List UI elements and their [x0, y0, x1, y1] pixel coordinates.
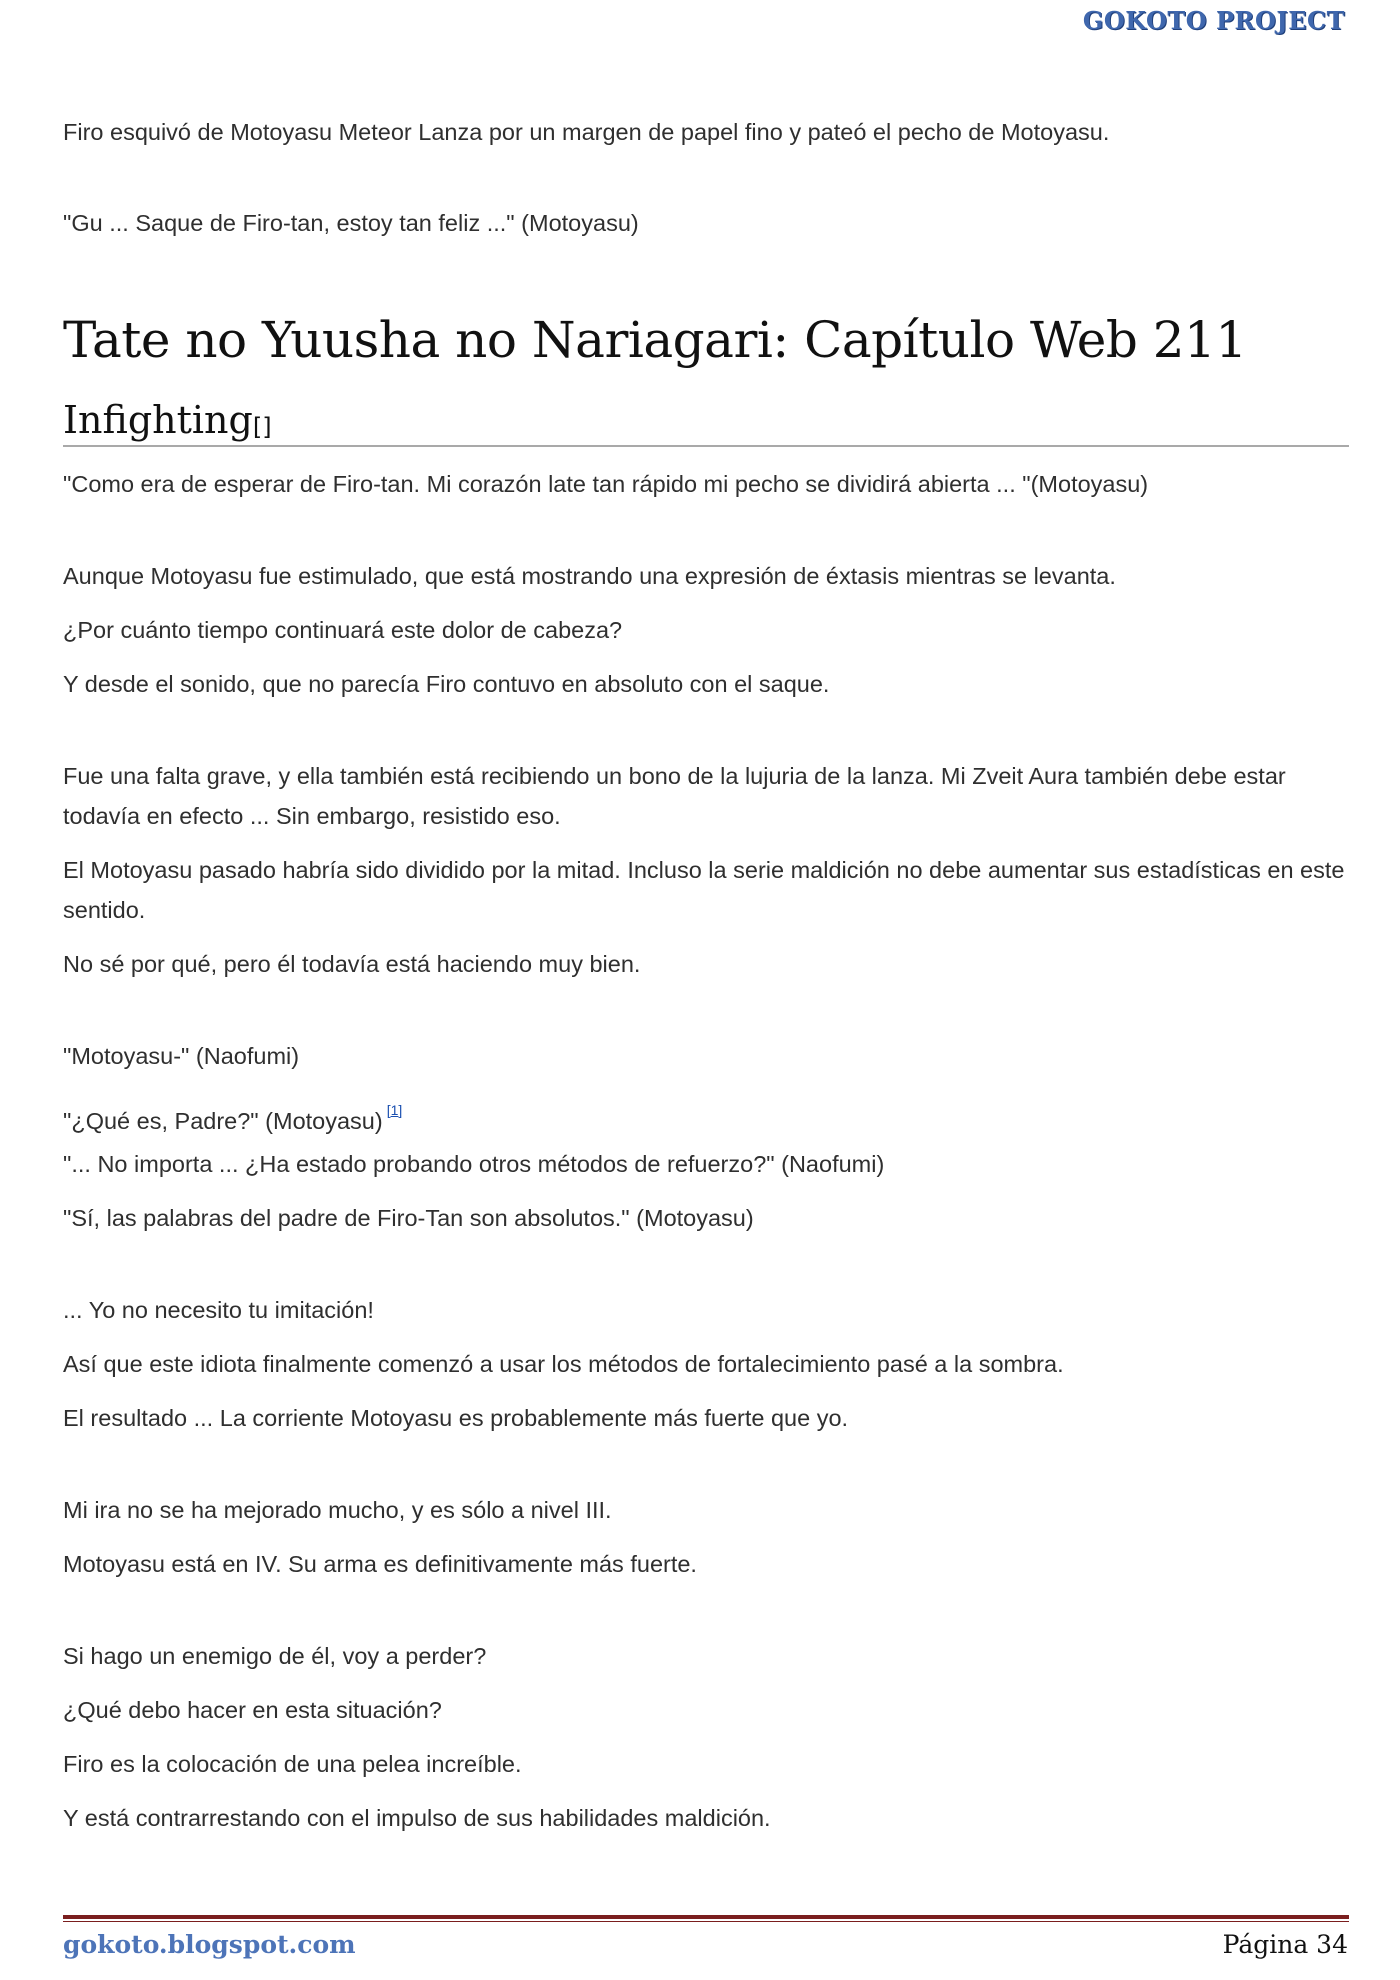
footer-site-link[interactable]: gokoto.blogspot.com: [63, 1930, 356, 1959]
paragraph: Motoyasu está en IV. Su arma es definitivamente más fuerte.: [63, 1551, 697, 1577]
footnote-link[interactable]: [1]: [386, 1102, 403, 1118]
paragraph: ¿Qué debo hacer en esta situación?: [63, 1697, 442, 1723]
paragraph: Firo es la colocación de una pelea increíble.: [63, 1751, 522, 1777]
footer-divider: [63, 1915, 1349, 1919]
paragraph: No sé por qué, pero él todavía está haciendo muy bien.: [63, 951, 641, 977]
paragraph: ... Yo no necesito tu imitación!: [63, 1297, 374, 1323]
paragraph: Mi ira no se ha mejorado mucho, y es sólo a nivel III.: [63, 1497, 612, 1523]
paragraph: "Sí, las palabras del padre de Firo-Tan son absolutos." (Motoyasu): [63, 1205, 754, 1231]
paragraph: Y desde el sonido, que no parecía Firo contuvo en absoluto con el saque.: [63, 671, 830, 697]
footer-divider-thin: [63, 1921, 1349, 1922]
page-number: Página 34: [1222, 1930, 1348, 1959]
paragraph: Así que este idiota finalmente comenzó a usar los métodos de fortalecimiento pasé a la sombra.: [63, 1351, 1064, 1377]
paragraph: Si hago un enemigo de él, voy a perder?: [63, 1643, 487, 1669]
paragraph: Y está contrarrestando con el impulso de sus habilidades maldición.: [63, 1805, 771, 1831]
subtitle-section: [63, 395, 1349, 447]
chapter-subtitle: [63, 395, 1349, 452]
paragraph: ¿Por cuánto tiempo continuará este dolor de cabeza?: [63, 617, 623, 643]
paragraph: [63, 1090, 402, 1141]
paragraph: "... No importa ... ¿Ha estado probando otros métodos de refuerzo?" (Naofumi): [63, 1151, 885, 1177]
subtitle-text: Infighting: [63, 398, 253, 442]
chapter-title: Tate no Yuusha no Nariagari: Capítulo Web 211: [63, 311, 1247, 369]
header-logo: GOKOTO PROJECT: [1082, 6, 1345, 35]
paragraph: "Gu ... Saque de Firo-tan, estoy tan feliz ..." (Motoyasu): [63, 210, 639, 236]
paragraph: Aunque Motoyasu fue estimulado, que está mostrando una expresión de éxtasis mientras se levanta.: [63, 563, 1116, 589]
paragraph: El resultado ... La corriente Motoyasu es probablemente más fuerte que yo.: [63, 1405, 849, 1431]
paragraph: Firo esquivó de Motoyasu Meteor Lanza por un margen de papel fino y pateó el pecho de Motoyasu.: [63, 119, 1110, 145]
edit-link[interactable]: []: [252, 413, 272, 441]
paragraph: "Como era de esperar de Firo-tan. Mi corazón late tan rápido mi pecho se dividirá abierta ... "(Motoyasu): [63, 471, 1149, 497]
paragraph: El Motoyasu pasado habría sido dividido por la mitad. Incluso la serie maldición no debe aumentar sus estadísticas en este sentido.: [63, 857, 1345, 923]
paragraph: Fue una falta grave, y ella también está recibiendo un bono de la lujuria de la lanza. Mi Zveit Aura también debe estar todavía en efecto ... Sin embargo, resistido eso.: [63, 763, 1286, 829]
paragraph: "Motoyasu-" (Naofumi): [63, 1043, 300, 1069]
dialogue-text: "¿Qué es, Padre?" (Motoyasu): [63, 1108, 383, 1134]
